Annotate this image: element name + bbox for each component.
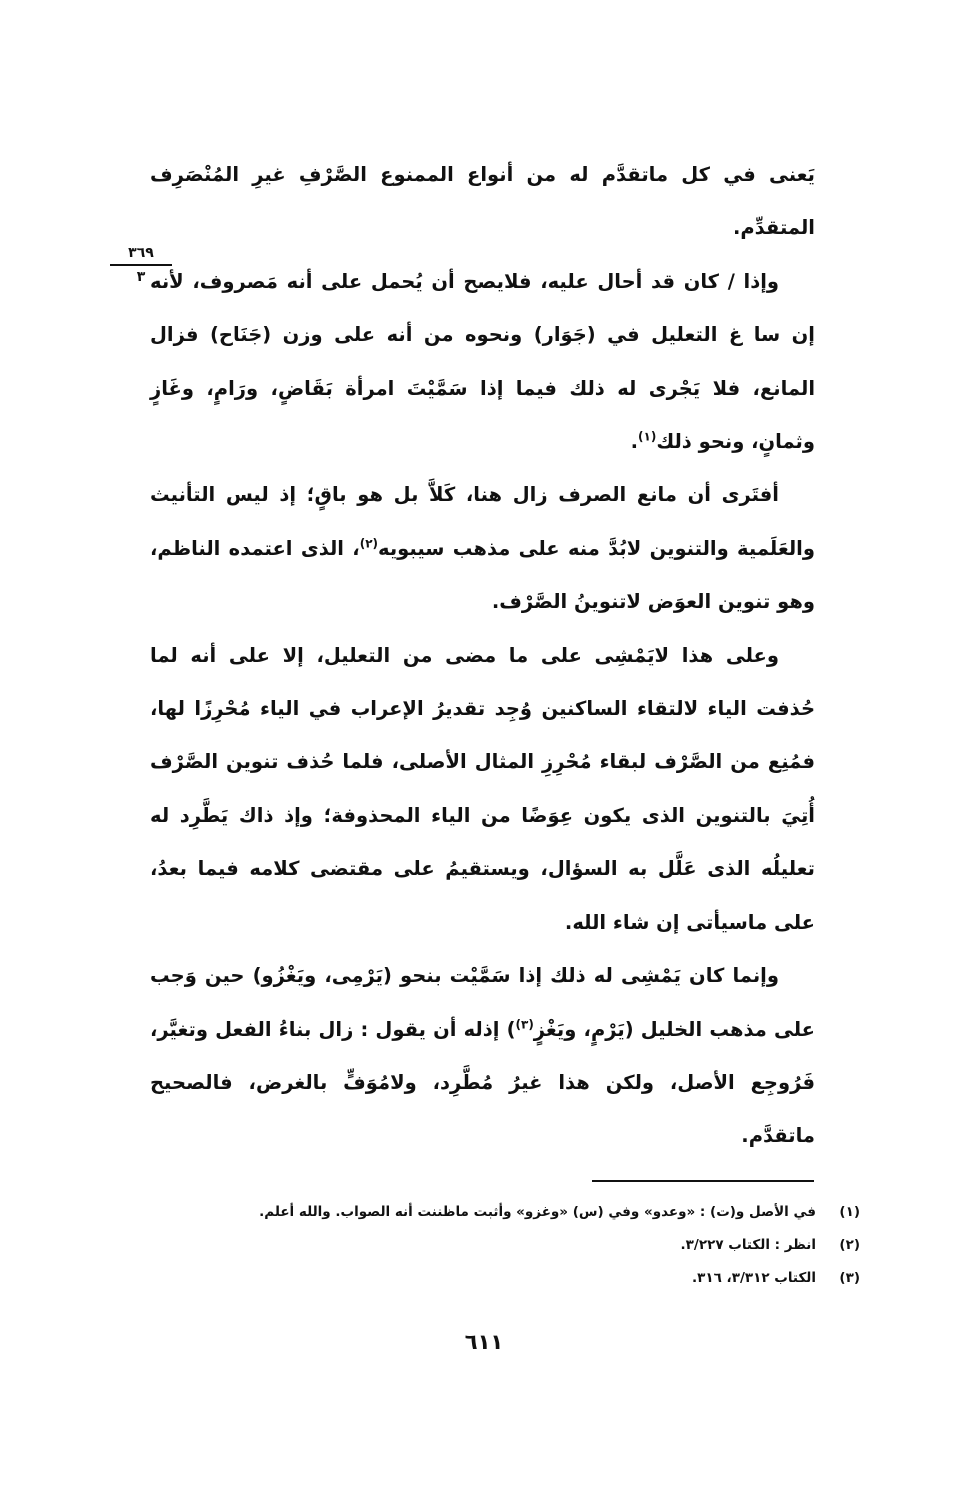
- paragraph-4: [150, 629, 815, 949]
- paragraph-3-tail: ، الذى اعتمده الناظم، وهو تنوين العوَض لاتنوينُ الصَّرْف.: [150, 536, 815, 614]
- footnote-3: [180, 1262, 860, 1295]
- footnote-number: (٣): [839, 1270, 860, 1286]
- paragraph-3: [150, 468, 815, 628]
- manuscript-folio-marker: [110, 245, 172, 285]
- footnote-1: [180, 1196, 860, 1229]
- paragraph-2-end: .: [630, 430, 639, 454]
- paragraph-1-text: يَعنى في كل ماتقدَّم له من أنواع الممنوع الصَّرْفِ غيرِ المُنْصَرِف المتقدِّم.: [150, 163, 815, 240]
- folio-side: ٣: [136, 269, 146, 285]
- footnote-text: في الأصل و(ت) : «وعدو» وفي (س) «وغزو» وأثبت ماظننت أنه الصواب. والله أعلم.: [259, 1204, 816, 1220]
- paragraph-2-text: وإذا / كان قد أحال عليه، فلايصح أن يُحمل على أنه مَصروف، لأنه إن سا غ التعليل في (جَوَار) ونحوه من أنه على وزن (جَنَاح) فزال المانع، فلا يَجْرى له ذلك فيما إذا سَمَّيْتَ امرأة بَقَاضٍ، ورَامٍ، وغَازٍ وثمانٍ، ونحو ذلك: [150, 269, 815, 454]
- footnote-separator: [592, 1180, 814, 1182]
- footnote-ref-3: (٣): [515, 1017, 534, 1031]
- footnotes: [180, 1196, 860, 1295]
- folio-number: ٣٦٩: [128, 245, 154, 261]
- footnote-ref-1: (١): [638, 429, 657, 444]
- footnote-ref-2: (٢): [359, 536, 378, 551]
- footnote-2: [180, 1229, 860, 1262]
- footnote-number: (١): [839, 1204, 860, 1220]
- paragraph-5-tail: ) إذله أن يقول : زال بناءُ الفعل وتغيَّر، فَرُوجِع الأصل، ولكن هذا غيرُ مُطَّرِد، ولامُوَفٍّ بالغرض، فالصحيح ماتقدَّم.: [150, 1017, 815, 1148]
- folio-divider: [110, 264, 172, 266]
- paragraph-4-text: وعلى هذا لايَمْشِى على ما مضى من التعليل، إلا على أنه لما حُذفت الياء لالتقاء الساكنين وُجِد تقديرُ الإعراب في الياء مُحْرِزًا لها، فمُنِع من الصَّرْف لبقاء مُحْرِزِ المثال الأصلى، فلما حُذف تنوين الصَّرْف أُتِيَ بالتنوين الذى يكون عِوَضًا من الياء المحذوفة؛ وإذ ذاك يَطَّرِد له تعليلُه الذى عَلَّل به السؤال، ويستقيمُ على مقتضى كلامه فيما بعدُ، على ماسيأتى إن شاء الله.: [150, 643, 815, 934]
- paragraph-3-text: أفتَرى أن مانع الصرف زال هنا، كَلاَّ بل هو باقٍ؛ إذ ليس التأنيث والعَلَمية والتنوين لابُدَّ منه على مذهب سيبويه: [150, 483, 815, 560]
- footnote-number: (٢): [839, 1237, 860, 1253]
- paragraph-1: [150, 148, 815, 255]
- paragraph-5-text: وإنما كان يَمْشِى له ذلك إذا سَمَّيْت بنحو (يَرْمِى، ويَغْزُو) حين وَجب على مذهب الخليل (يَرْمٍ، ويَغْزٍ: [150, 964, 815, 1041]
- footnote-text: الكتاب ٣/٣١٢، ٣١٦.: [691, 1270, 816, 1286]
- paragraph-5: [150, 949, 815, 1163]
- main-text: [150, 148, 815, 1163]
- paragraph-2: [150, 255, 815, 469]
- page-number: ٦١١: [464, 1330, 504, 1354]
- footnote-text: انظر : الكتاب ٣/٢٢٧.: [680, 1237, 816, 1253]
